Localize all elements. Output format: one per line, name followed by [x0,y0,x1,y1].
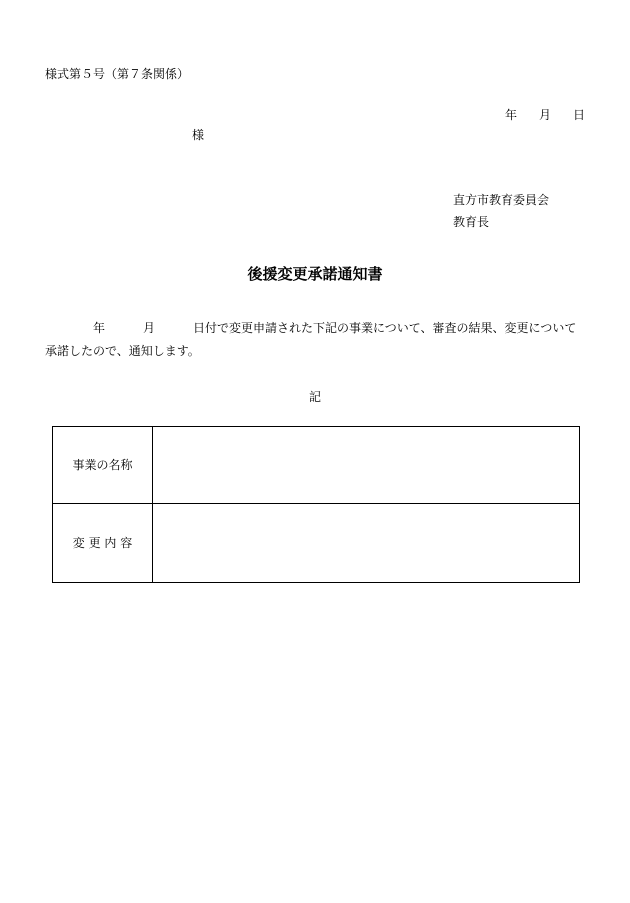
date-month-label: 月 [538,108,551,122]
sender-organization: 直方市教育委員会 [453,193,550,207]
date-day-label: 日 [572,108,585,122]
sender-title: 教育長 [453,215,490,229]
table-row [53,427,580,504]
document-title: 後援変更承諾通知書 [247,265,383,283]
event-name-value [153,427,580,504]
date-line [505,107,585,123]
form-number: 様式第５号（第７条関係） [45,67,190,81]
ki-heading: 記 [308,390,321,404]
body-year-label: 年 [93,321,106,335]
body-text-line-1: 日付で変更申請された下記の事業について、審査の結果、変更について [193,321,577,335]
date-year-label: 年 [504,108,517,122]
addressee-suffix: 様 [192,128,205,142]
body-text-line-2: 承諾したので、通知します。 [45,344,200,358]
details-table [52,426,580,583]
change-content-label: 変 更 内 容 [53,504,153,583]
event-name-label: 事業の名称 [53,427,153,504]
body-line-1 [45,320,585,336]
body-month-label: 月 [143,321,156,335]
change-content-value [153,504,580,583]
table-row [53,504,580,583]
